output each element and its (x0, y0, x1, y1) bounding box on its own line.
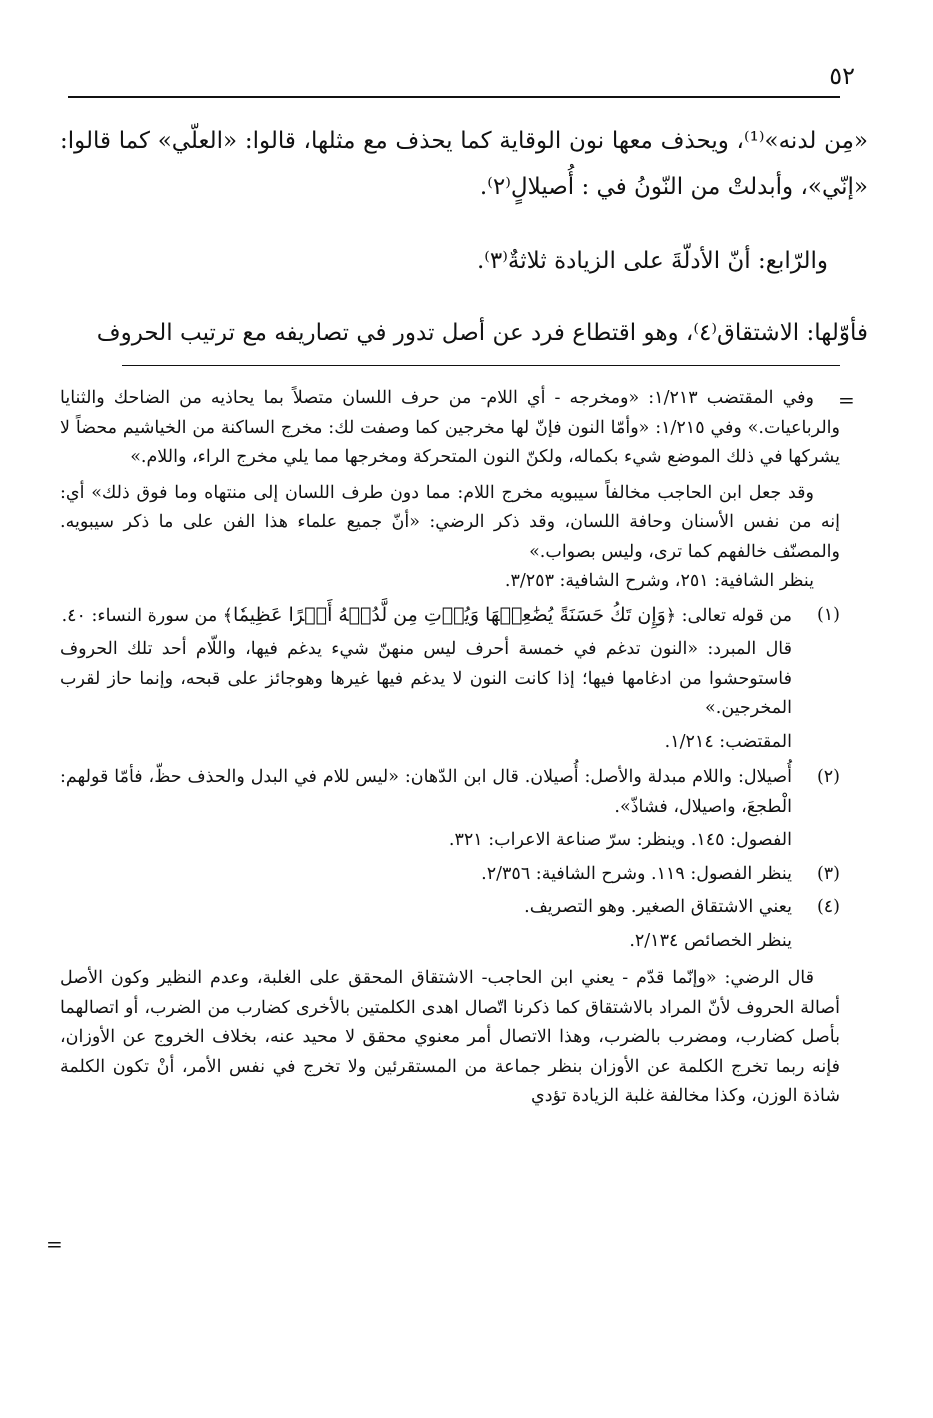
main-text-line: فأوّلها: الاشتقاق⁽٤⁾، وهو اقتطاع فرد عن أصل تدور في تصاريفه مع ترتيب الحروف (96, 320, 868, 346)
footnote-text: من قوله تعالى: ﴿ (665, 605, 792, 626)
footnote-text: ﴾ من سورة النساء: ٤٠. (61, 605, 234, 626)
main-paragraph-2 (60, 238, 868, 284)
continuation-marker-end: = (46, 1232, 63, 1256)
footnotes-section (60, 384, 840, 1112)
footnote-continued-paragraph: وفي المقتضب ١/٢١٣: «ومخرجه - أي اللام- من حرف اللسان متصلاً بما يحاذيه من الضاحك والثنايا والرباعيات.» وفي ١/٢١٥: «وأمّا النون فإنّ لها مخرجين كما وصفت لك: مخرج الساكنة من الخياشيم محضاً لا يشركها في ذلك الموضع شيء بكماله، ولكنّ النون المتحركة ومخرجها مما يلي مخرج الراء، واللام.» (60, 388, 840, 467)
footnote-1 (60, 601, 840, 632)
main-text-line: والرّابع: أنّ الأدلّةَ على الزيادة ثلاثةٌ⁽٣⁾. (476, 248, 828, 274)
main-paragraph-1 (60, 118, 868, 210)
footnote-number: (٢) (816, 767, 840, 787)
continuation-marker-start: = (838, 388, 855, 412)
quran-verse: وَإِن تَكُ حَسَنَةً يُضَٰعِفۡهَا وَيُؤۡتِ مِن لَّدُنۡهُ أَجۡرًا عَظِيمٗا (233, 603, 666, 626)
footnote-closing-paragraph: قال الرضي: «وإنّما قدّم - يعني ابن الحاجب- الاشتقاق المحقق على الغلبة، وعدم النظير وكون الأصل أصالة الحروف لأنّ المراد بالاشتقاق كما ذكرنا اتّصال اهدى الكلمتين بالأخرى كضارب من الضرب، أو اتصالهما بأصل كضارب، ومضرب بالضرب، وهذا الاتصال أمر معنوي محقق لا محيد عنه، بخلاف الخروج عن الأوزان، فإنه ربما تخرج الكلمة عن الأوزان بنظر جماعة من المستقرئين ولا تخرج في نفس الأمر، أنْ تكون الكلمة شاذة الوزن، وكذا مخالفة غلبة الزيادة تؤدي (60, 968, 840, 1106)
footnote-subtext: قال المبرد: «النون تدغم في خمسة أحرف ليس منهنّ شيء يدغم فيها، واللّام أحد تلك الحروف فاستوحشوا من ادغامها فيها؛ إذا كانت النون لا يدغم فيها غيرها وهوجائز على قبحه، وإنما حاز لقرب المخرجين.» (60, 639, 792, 718)
footnote-4 (60, 893, 840, 923)
footnote-number: (٤) (816, 897, 840, 917)
footnote-text: يعني الاشتقاق الصغير. وهو التصريف. (524, 897, 792, 917)
footnote-subtext: المقتضب: ١/٢١٤. (664, 731, 792, 752)
footnote-number: (٣) (816, 863, 840, 884)
footnote-separator (122, 365, 840, 366)
footnote-number: (١) (816, 604, 840, 625)
main-paragraph-3 (60, 310, 868, 356)
footnote-continued-paragraph: وقد جعل ابن الحاجب مخالفاً سيبويه مخرج اللام: مما دون طرف اللسان إلى منتهاه وما فوق ذلك» أي: إنه من نفس الأسنان وحافة اللسان، وقد ذكر الرضي: «أنّ جميع علماء هذا الفن على ما ذكر سيبويه. والمصنّف خالفهم كما ترى، وليس بصواب.» (60, 482, 840, 562)
footnote-subtext: ينظر الخصائص ٢/١٣٤. (629, 930, 792, 951)
footnote-2 (60, 763, 840, 822)
footnote-3 (60, 860, 840, 890)
footnote-text: أُصيلال: واللام مبدلة والأصل: أُصيلان. قال ابن الدّهان: «ليس للام في البدل والحذف حظّ، فأمّا قولهم: الْطجعَ، واصيلال، فشاذّ». (60, 767, 792, 817)
footnote-text: ينظر الفصول: ١١٩. وشرح الشافية: ٢/٣٥٦. (481, 863, 792, 884)
page-number: ٥٢ (829, 62, 855, 90)
footnote-continued-paragraph: ينظر الشافية: ٢٥١، وشرح الشافية: ٣/٢٥٣. (504, 571, 814, 591)
header-rule (68, 96, 840, 98)
main-text-line: «مِن لدنه»⁽¹⁾، ويحذف معها نون الوقاية كما يحذف مع مثلها، قالوا: «العلّي» كما قالوا: «إنّي»، وأبدلتْ من النّونُ في : أُصيلالٍ⁽٢⁾. (60, 128, 868, 200)
footnote-subtext: الفصول: ١٤٥. وينظر: سرّ صناعة الاعراب: ٣٢١. (448, 830, 792, 850)
